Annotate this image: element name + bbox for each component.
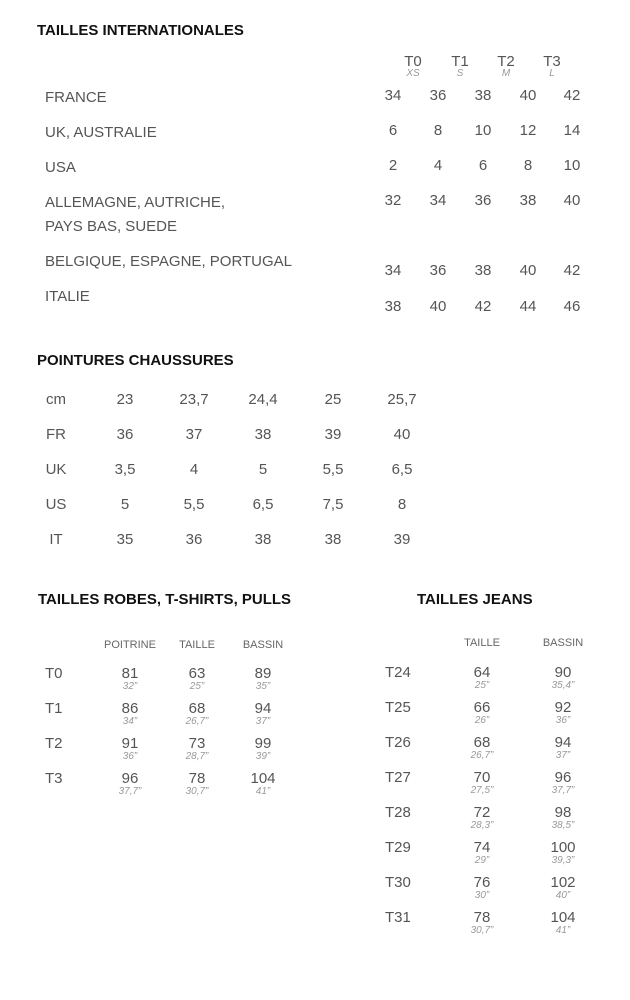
measure-inch: 30,7” xyxy=(185,786,209,797)
dress-size-label: T0 xyxy=(45,665,63,682)
jeans-measure-cm: 94 xyxy=(554,734,572,751)
measure-cm: 96 xyxy=(121,770,139,787)
dress-size-label: T3 xyxy=(45,770,63,787)
size-value: 34 xyxy=(429,192,447,209)
jeans-measure-inch: 27,5” xyxy=(470,785,494,796)
jeans-measure-inch: 26,7” xyxy=(470,750,494,761)
shoe-size-value: 6,5 xyxy=(391,461,413,478)
shoe-size-value: 5,5 xyxy=(322,461,344,478)
measure-inch: 37” xyxy=(255,716,271,727)
section-title-shoes: POINTURES CHAUSSURES xyxy=(37,352,234,369)
shoe-size-value: 5 xyxy=(120,496,130,513)
size-value: 38 xyxy=(474,262,492,279)
country-label: BELGIQUE, ESPAGNE, PORTUGAL xyxy=(45,253,293,270)
jeans-measure-inch: 36” xyxy=(555,715,571,726)
size-letter-header: XS xyxy=(406,68,420,79)
size-letter-header: M xyxy=(501,68,511,79)
shoe-size-value: 36 xyxy=(185,531,203,548)
size-value: 44 xyxy=(519,298,537,315)
measure-cm: 91 xyxy=(121,735,139,752)
jeans-size-label: T24 xyxy=(385,664,411,681)
country-label: ALLEMAGNE, AUTRICHE, xyxy=(45,194,226,211)
jeans-size-label: T30 xyxy=(385,874,411,891)
jeans-measure-inch: 35,4” xyxy=(551,680,575,691)
size-code-header: T1 xyxy=(451,53,469,70)
size-value: 36 xyxy=(474,192,492,209)
shoe-size-value: 3,5 xyxy=(114,461,136,478)
shoe-size-value: 36 xyxy=(116,426,134,443)
size-value: 2 xyxy=(388,157,398,174)
shoe-system-label: IT xyxy=(49,531,63,548)
size-value: 38 xyxy=(474,87,492,104)
jeans-measure-cm: 100 xyxy=(550,839,576,856)
jeans-measure-cm: 92 xyxy=(554,699,572,716)
shoe-size-value: 8 xyxy=(397,496,407,513)
jeans-measure-cm: 64 xyxy=(473,664,491,681)
size-value: 6 xyxy=(388,122,398,139)
shoe-size-value: 38 xyxy=(324,531,342,548)
jeans-measure-cm: 72 xyxy=(473,804,491,821)
size-value: 38 xyxy=(384,298,402,315)
jeans-measure-cm: 96 xyxy=(554,769,572,786)
measure-column-header: TAILLE xyxy=(179,639,215,651)
shoe-size-value: 5 xyxy=(258,461,268,478)
size-value: 6 xyxy=(478,157,488,174)
shoe-system-label: US xyxy=(45,496,67,513)
country-label: USA xyxy=(45,159,76,176)
shoe-size-value: 40 xyxy=(393,426,411,443)
size-value: 40 xyxy=(563,192,581,209)
measure-cm: 94 xyxy=(254,700,272,717)
section-title-dresses: TAILLES ROBES, T-SHIRTS, PULLS xyxy=(38,591,292,608)
jeans-column-header: TAILLE xyxy=(464,637,500,649)
jeans-measure-cm: 74 xyxy=(473,839,491,856)
jeans-size-label: T29 xyxy=(385,839,411,856)
jeans-measure-cm: 90 xyxy=(554,664,572,681)
shoe-system-label: cm xyxy=(46,391,66,408)
measure-inch: 35” xyxy=(255,681,271,692)
shoe-size-value: 24,4 xyxy=(248,391,278,408)
jeans-measure-cm: 76 xyxy=(473,874,491,891)
size-code-header: T2 xyxy=(497,53,515,70)
jeans-measure-cm: 104 xyxy=(550,909,576,926)
shoe-size-value: 23,7 xyxy=(179,391,209,408)
size-value: 34 xyxy=(384,87,402,104)
size-value: 40 xyxy=(519,262,537,279)
shoe-size-value: 25 xyxy=(324,391,342,408)
dress-size-label: T2 xyxy=(45,735,63,752)
size-value: 42 xyxy=(563,87,581,104)
measure-inch: 28,7” xyxy=(185,751,209,762)
measure-column-header: BASSIN xyxy=(242,639,284,651)
measure-cm: 86 xyxy=(121,700,139,717)
shoe-size-value: 5,5 xyxy=(183,496,205,513)
size-value: 40 xyxy=(429,298,447,315)
jeans-measure-cm: 68 xyxy=(473,734,491,751)
country-label: FRANCE xyxy=(45,89,107,106)
jeans-measure-inch: 37,7” xyxy=(551,785,575,796)
jeans-column-header: BASSIN xyxy=(542,637,584,649)
size-value: 10 xyxy=(563,157,581,174)
measure-cm: 99 xyxy=(254,735,272,752)
shoe-size-value: 38 xyxy=(254,426,272,443)
jeans-measure-inch: 40” xyxy=(555,890,571,901)
shoe-size-value: 23 xyxy=(116,391,134,408)
shoe-size-value: 7,5 xyxy=(322,496,344,513)
jeans-measure-inch: 28,3” xyxy=(470,820,494,831)
measure-cm: 104 xyxy=(250,770,276,787)
size-value: 40 xyxy=(519,87,537,104)
size-letter-header: S xyxy=(456,68,464,79)
measure-inch: 32” xyxy=(122,681,138,692)
shoe-system-label: FR xyxy=(46,426,66,443)
measure-inch: 39” xyxy=(255,751,271,762)
measure-column-header: POITRINE xyxy=(104,639,156,651)
measure-inch: 34” xyxy=(122,716,138,727)
jeans-measure-cm: 66 xyxy=(473,699,491,716)
shoe-size-value: 37 xyxy=(185,426,203,443)
size-value: 42 xyxy=(563,262,581,279)
jeans-size-label: T31 xyxy=(385,909,411,926)
size-letter-header: L xyxy=(549,68,555,79)
section-title-international: TAILLES INTERNATIONALES xyxy=(37,22,244,39)
shoe-size-value: 25,7 xyxy=(387,391,417,408)
jeans-measure-inch: 37” xyxy=(555,750,571,761)
measure-cm: 63 xyxy=(188,665,206,682)
size-code-header: T3 xyxy=(543,53,561,70)
jeans-measure-inch: 39,3” xyxy=(551,855,575,866)
jeans-measure-inch: 29” xyxy=(474,855,490,866)
jeans-measure-cm: 98 xyxy=(554,804,572,821)
country-label: UK, AUSTRALIE xyxy=(45,124,157,141)
measure-cm: 73 xyxy=(188,735,206,752)
section-title-jeans: TAILLES JEANS xyxy=(417,591,533,608)
jeans-measure-inch: 30,7” xyxy=(470,925,494,936)
measure-inch: 41” xyxy=(255,786,271,797)
measure-cm: 78 xyxy=(188,770,206,787)
jeans-size-label: T26 xyxy=(385,734,411,751)
measure-cm: 81 xyxy=(121,665,139,682)
jeans-measure-inch: 30” xyxy=(474,890,490,901)
measure-inch: 37,7” xyxy=(118,786,142,797)
jeans-measure-cm: 78 xyxy=(473,909,491,926)
size-value: 42 xyxy=(474,298,492,315)
size-value: 8 xyxy=(523,157,533,174)
jeans-measure-cm: 70 xyxy=(473,769,491,786)
size-value: 14 xyxy=(563,122,581,139)
jeans-measure-inch: 26” xyxy=(474,715,490,726)
shoe-size-value: 35 xyxy=(116,531,134,548)
size-value: 12 xyxy=(519,122,537,139)
jeans-measure-inch: 38,5” xyxy=(551,820,575,831)
measure-cm: 68 xyxy=(188,700,206,717)
size-value: 32 xyxy=(384,192,402,209)
dress-size-label: T1 xyxy=(45,700,63,717)
shoe-size-value: 39 xyxy=(393,531,411,548)
size-value: 38 xyxy=(519,192,537,209)
size-code-header: T0 xyxy=(404,53,422,70)
shoe-size-value: 4 xyxy=(189,461,199,478)
measure-cm: 89 xyxy=(254,665,272,682)
shoe-size-value: 38 xyxy=(254,531,272,548)
jeans-measure-inch: 25” xyxy=(474,680,490,691)
size-value: 34 xyxy=(384,262,402,279)
measure-inch: 36” xyxy=(122,751,138,762)
size-value: 10 xyxy=(474,122,492,139)
jeans-size-label: T25 xyxy=(385,699,411,716)
size-value: 46 xyxy=(563,298,581,315)
measure-inch: 25” xyxy=(189,681,205,692)
jeans-measure-cm: 102 xyxy=(550,874,576,891)
measure-inch: 26,7” xyxy=(185,716,209,727)
country-label: ITALIE xyxy=(45,288,90,305)
country-label-line2: PAYS BAS, SUEDE xyxy=(45,218,177,235)
shoe-system-label: UK xyxy=(45,461,67,478)
size-value: 4 xyxy=(433,157,443,174)
jeans-size-label: T27 xyxy=(385,769,411,786)
size-value: 36 xyxy=(429,262,447,279)
jeans-size-label: T28 xyxy=(385,804,411,821)
size-value: 36 xyxy=(429,87,447,104)
shoe-size-value: 39 xyxy=(324,426,342,443)
shoe-size-value: 6,5 xyxy=(252,496,274,513)
jeans-measure-inch: 41” xyxy=(555,925,571,936)
size-value: 8 xyxy=(433,122,443,139)
